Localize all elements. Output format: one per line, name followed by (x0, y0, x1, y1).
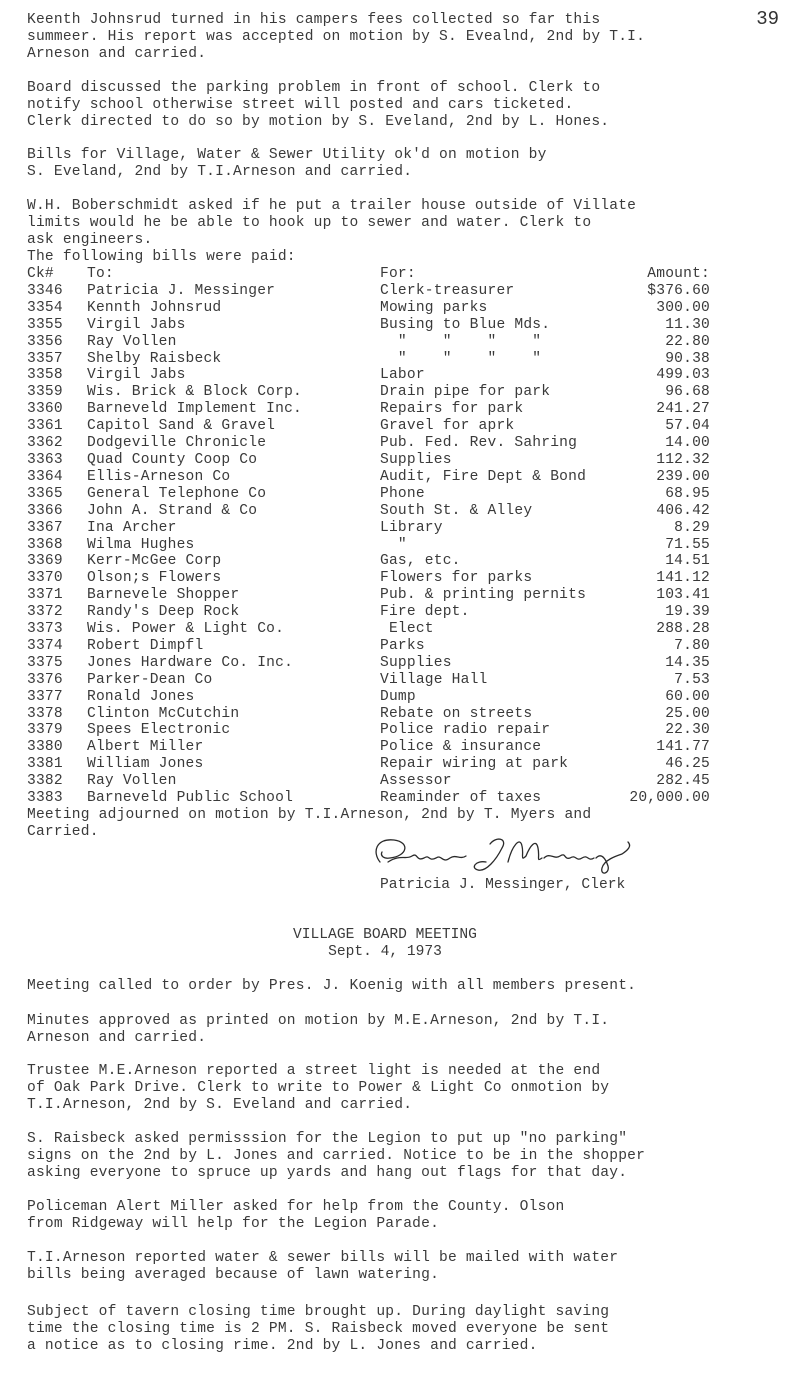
bill-payee: Clinton McCutchin (87, 705, 240, 722)
bill-ck-number: 3364 (27, 468, 63, 485)
text-line: W.H. Boberschmidt asked if he put a trailer house outside of Villate (27, 198, 637, 214)
table-row (27, 604, 710, 621)
bill-amount: 25.00 (665, 705, 710, 722)
bill-ck-number: 3382 (27, 773, 63, 790)
bill-amount: 57.04 (665, 418, 710, 435)
bill-amount: 14.35 (665, 654, 710, 671)
bill-ck-number: 3379 (27, 722, 63, 739)
bill-ck-number: 3367 (27, 519, 63, 536)
bill-payee: Virgil Jabs (87, 367, 186, 384)
bill-payee: Barneveld Public School (87, 790, 294, 807)
bill-ck-number: 3356 (27, 333, 63, 350)
bill-amount: 7.80 (674, 637, 710, 654)
table-row (27, 367, 710, 384)
table-row (27, 689, 710, 706)
text-line: from Ridgeway will help for the Legion Parade. (27, 1216, 440, 1232)
table-row (27, 418, 710, 435)
bills-intro: The following bills were paid: (27, 249, 296, 265)
bill-amount: 7.53 (674, 671, 710, 688)
bill-ck-number: 3363 (27, 451, 63, 468)
bill-ck-number: 3380 (27, 739, 63, 756)
bill-ck-number: 3383 (27, 790, 63, 807)
bill-ck-number: 3378 (27, 705, 63, 722)
bill-purpose: Parks (380, 637, 425, 654)
table-row (27, 773, 710, 790)
bill-payee: Ina Archer (87, 519, 177, 536)
paragraph-legion (27, 1131, 747, 1182)
bill-purpose: Supplies (380, 451, 452, 468)
bill-purpose: Drain pipe for park (380, 384, 551, 401)
table-row (27, 317, 710, 334)
text-line: Meeting called to order by Pres. J. Koenig with all members present. (27, 978, 637, 994)
signature-name: Patricia J. Messinger, Clerk (380, 877, 626, 893)
bill-purpose: " " " " (380, 350, 542, 367)
table-row (27, 553, 710, 570)
paragraph-trailer-house (27, 198, 747, 266)
bill-payee: General Telephone Co (87, 485, 267, 502)
bill-purpose: Flowers for parks (380, 570, 533, 587)
bill-amount: 103.41 (656, 587, 710, 604)
bill-payee: Parker-Dean Co (87, 671, 213, 688)
bill-purpose: Pub. Fed. Rev. Sahring (380, 435, 578, 452)
bill-ck-number: 3376 (27, 671, 63, 688)
bill-purpose: Clerk-treasurer (380, 282, 515, 299)
bill-amount: 282.45 (656, 773, 710, 790)
bill-ck-number: 3370 (27, 570, 63, 587)
bill-amount: 239.00 (656, 468, 710, 485)
bill-payee: Virgil Jabs (87, 316, 186, 333)
header-to: To: (87, 266, 114, 282)
text-line: Trustee M.E.Arneson reported a street light is needed at the end (27, 1063, 601, 1079)
bill-amount: 22.30 (665, 722, 710, 739)
bill-payee: Olson;s Flowers (87, 570, 222, 587)
bill-purpose: Pub. & printing pernits (380, 587, 587, 604)
paragraph-call-to-order (27, 978, 747, 995)
bill-purpose: Repairs for park (380, 401, 524, 418)
bill-amount: 141.12 (656, 570, 710, 587)
bill-ck-number: 3354 (27, 299, 63, 316)
bill-payee: Dodgeville Chronicle (87, 435, 267, 452)
signature-graphic (370, 832, 640, 880)
bill-purpose: Police radio repair (380, 722, 551, 739)
text-line: Carried. (27, 824, 99, 840)
bill-ck-number: 3361 (27, 418, 63, 435)
table-row (27, 520, 710, 537)
bill-amount: 11.30 (665, 316, 710, 333)
page-number: 39 (756, 8, 779, 30)
meeting-title: VILLAGE BOARD MEETING (293, 927, 477, 943)
bill-amount: 71.55 (665, 536, 710, 553)
table-row (27, 672, 710, 689)
header-for: For: (380, 266, 416, 282)
bill-ck-number: 3369 (27, 553, 63, 570)
bill-ck-number: 3368 (27, 536, 63, 553)
bill-payee: Kennth Johnsrud (87, 299, 222, 316)
text-line: asking everyone to spruce up yards and hang out flags for that day. (27, 1165, 628, 1181)
bill-payee: Wis. Power & Light Co. (87, 621, 285, 638)
bill-ck-number: 3360 (27, 401, 63, 418)
bill-purpose: " " " " (380, 333, 542, 350)
paragraph-bills-approval (27, 147, 747, 181)
bill-purpose: Library (380, 519, 443, 536)
table-row (27, 570, 710, 587)
table-row (27, 756, 710, 773)
text-line: Bills for Village, Water & Sewer Utility ok'd on motion by (27, 147, 547, 163)
text-line: Board discussed the parking problem in front of school. Clerk to (27, 80, 601, 96)
signature-text: Patricia J Messinger (370, 879, 383, 880)
bill-payee: John A. Strand & Co (87, 502, 258, 519)
bill-payee: Randy's Deep Rock (87, 604, 240, 621)
paragraph-street-light (27, 1063, 747, 1114)
table-row (27, 469, 710, 486)
bill-payee: Barneveld Implement Inc. (87, 401, 302, 418)
text-line: limits would he be able to hook up to sewer and water. Clerk to (27, 215, 592, 231)
table-row (27, 334, 710, 351)
table-row (27, 739, 710, 756)
bill-payee: Capitol Sand & Gravel (87, 418, 276, 435)
bill-payee: Barnevele Shopper (87, 587, 240, 604)
paragraph-campers-fees (27, 12, 747, 63)
bill-amount: $376.60 (647, 282, 710, 299)
text-line: Policeman Alert Miller asked for help from the County. Olson (27, 1199, 565, 1215)
bill-ck-number: 3374 (27, 637, 63, 654)
text-line: Clerk directed to do so by motion by S. Eveland, 2nd by L. Hones. (27, 114, 610, 130)
bill-payee: Jones Hardware Co. Inc. (87, 654, 294, 671)
bill-payee: Quad County Coop Co (87, 451, 258, 468)
bill-purpose: Gas, etc. (380, 553, 461, 570)
text-line: T.I.Arneson reported water & sewer bills will be mailed with water (27, 1250, 619, 1266)
bill-ck-number: 3371 (27, 587, 63, 604)
bill-payee: Wis. Brick & Block Corp. (87, 384, 302, 401)
text-line: Subject of tavern closing time brought up. During daylight saving (27, 1304, 610, 1320)
bill-amount: 141.77 (656, 739, 710, 756)
bill-ck-number: 3355 (27, 316, 63, 333)
bill-amount: 68.95 (665, 485, 710, 502)
text-line: summeer. His report was accepted on motion by S. Evealnd, 2nd by T.I. (27, 29, 646, 45)
table-row (27, 655, 710, 672)
bill-amount: 22.80 (665, 333, 710, 350)
paragraph-parking (27, 80, 747, 131)
text-line: Arneson and carried. (27, 1030, 207, 1046)
table-row (27, 790, 710, 807)
table-row (27, 638, 710, 655)
bill-purpose: Police & insurance (380, 739, 542, 756)
text-line: Meeting adjourned on motion by T.I.Arneson, 2nd by T. Myers and (27, 807, 592, 823)
text-line: notify school otherwise street will posted and cars ticketed. (27, 97, 574, 113)
text-line: Minutes approved as printed on motion by M.E.Arneson, 2nd by T.I. (27, 1013, 610, 1029)
bill-purpose: Supplies (380, 654, 452, 671)
paragraph-minutes (27, 1013, 747, 1047)
bills-header-row (27, 266, 710, 283)
bill-amount: 499.03 (656, 367, 710, 384)
table-row (27, 486, 710, 503)
bill-payee: Robert Dimpfl (87, 637, 204, 654)
bill-amount: 96.68 (665, 384, 710, 401)
bill-ck-number: 3373 (27, 621, 63, 638)
bill-purpose: South St. & Alley (380, 502, 533, 519)
bill-amount: 8.29 (674, 519, 710, 536)
bill-purpose: Fire dept. (380, 604, 470, 621)
paragraph-tavern (27, 1304, 747, 1355)
table-row (27, 283, 710, 300)
bill-payee: Ray Vollen (87, 333, 177, 350)
table-row (27, 384, 710, 401)
text-line: bills being averaged because of lawn watering. (27, 1267, 440, 1283)
table-row (27, 587, 710, 604)
bill-purpose: Elect (380, 621, 434, 638)
handwritten-signature (370, 832, 640, 880)
text-line: Arneson and carried. (27, 46, 207, 62)
table-row (27, 351, 710, 368)
bill-ck-number: 3366 (27, 502, 63, 519)
bill-purpose: Mowing parks (380, 299, 488, 316)
bill-amount: 300.00 (656, 299, 710, 316)
bill-purpose: Dump (380, 688, 416, 705)
paragraph-water-bills (27, 1250, 747, 1284)
bill-purpose: Audit, Fire Dept & Bond (380, 468, 587, 485)
paragraph-policeman (27, 1199, 747, 1233)
bill-payee: Patricia J. Messinger (87, 282, 276, 299)
text-line: S. Raisbeck asked permisssion for the Legion to put up "no parking" (27, 1131, 628, 1147)
bill-purpose: Busing to Blue Mds. (380, 316, 551, 333)
text-line: of Oak Park Drive. Clerk to write to Power & Light Co onmotion by (27, 1080, 610, 1096)
bill-ck-number: 3375 (27, 654, 63, 671)
bills-table (27, 266, 710, 807)
bill-purpose: Phone (380, 485, 425, 502)
bill-amount: 20,000.00 (629, 790, 710, 807)
bill-ck-number: 3372 (27, 604, 63, 621)
bill-amount: 46.25 (665, 756, 710, 773)
bill-purpose: Gravel for aprk (380, 418, 515, 435)
bill-purpose: Village Hall (380, 671, 488, 688)
bill-ck-number: 3381 (27, 756, 63, 773)
bill-amount: 241.27 (656, 401, 710, 418)
bill-ck-number: 3377 (27, 688, 63, 705)
table-row (27, 452, 710, 469)
bill-amount: 90.38 (665, 350, 710, 367)
bill-ck-number: 3357 (27, 350, 63, 367)
bill-ck-number: 3362 (27, 435, 63, 452)
bill-amount: 14.51 (665, 553, 710, 570)
bill-purpose: Assessor (380, 773, 452, 790)
table-row (27, 503, 710, 520)
text-line: Keenth Johnsrud turned in his campers fees collected so far this (27, 12, 601, 28)
table-row (27, 300, 710, 317)
text-line: signs on the 2nd by L. Jones and carried. Notice to be in the shopper (27, 1148, 646, 1164)
bill-purpose: Repair wiring at park (380, 756, 569, 773)
table-row (27, 621, 710, 638)
bill-amount: 60.00 (665, 688, 710, 705)
bill-payee: Ray Vollen (87, 773, 177, 790)
bill-amount: 112.32 (656, 451, 710, 468)
meeting-date: Sept. 4, 1973 (328, 944, 442, 960)
bill-payee: Ronald Jones (87, 688, 195, 705)
text-line: ask engineers. (27, 232, 153, 248)
bill-purpose: Reaminder of taxes (380, 790, 542, 807)
text-line: T.I.Arneson, 2nd by S. Eveland and carried. (27, 1097, 413, 1113)
bill-amount: 406.42 (656, 502, 710, 519)
table-row (27, 435, 710, 452)
table-row (27, 537, 710, 554)
bill-amount: 14.00 (665, 435, 710, 452)
bill-payee: William Jones (87, 756, 204, 773)
bill-ck-number: 3359 (27, 384, 63, 401)
bill-ck-number: 3346 (27, 282, 63, 299)
bill-ck-number: 3358 (27, 367, 63, 384)
table-row (27, 722, 710, 739)
bill-payee: Ellis-Arneson Co (87, 468, 231, 485)
bill-amount: 288.28 (656, 621, 710, 638)
bill-payee: Spees Electronic (87, 722, 231, 739)
table-row (27, 401, 710, 418)
bill-amount: 19.39 (665, 604, 710, 621)
bill-payee: Shelby Raisbeck (87, 350, 222, 367)
text-line: time the closing time is 2 PM. S. Raisbeck moved everyone be sent (27, 1321, 610, 1337)
bill-payee: Albert Miller (87, 739, 204, 756)
bill-purpose: " (380, 536, 407, 553)
bill-payee: Wilma Hughes (87, 536, 195, 553)
header-ck: Ck# (27, 266, 54, 282)
bill-purpose: Labor (380, 367, 425, 384)
header-amount: Amount: (647, 266, 710, 282)
bill-purpose: Rebate on streets (380, 705, 533, 722)
table-row (27, 706, 710, 723)
bill-ck-number: 3365 (27, 485, 63, 502)
bill-payee: Kerr-McGee Corp (87, 553, 222, 570)
text-line: S. Eveland, 2nd by T.I.Arneson and carried. (27, 164, 413, 180)
text-line: a notice as to closing rime. 2nd by L. Jones and carried. (27, 1338, 538, 1354)
